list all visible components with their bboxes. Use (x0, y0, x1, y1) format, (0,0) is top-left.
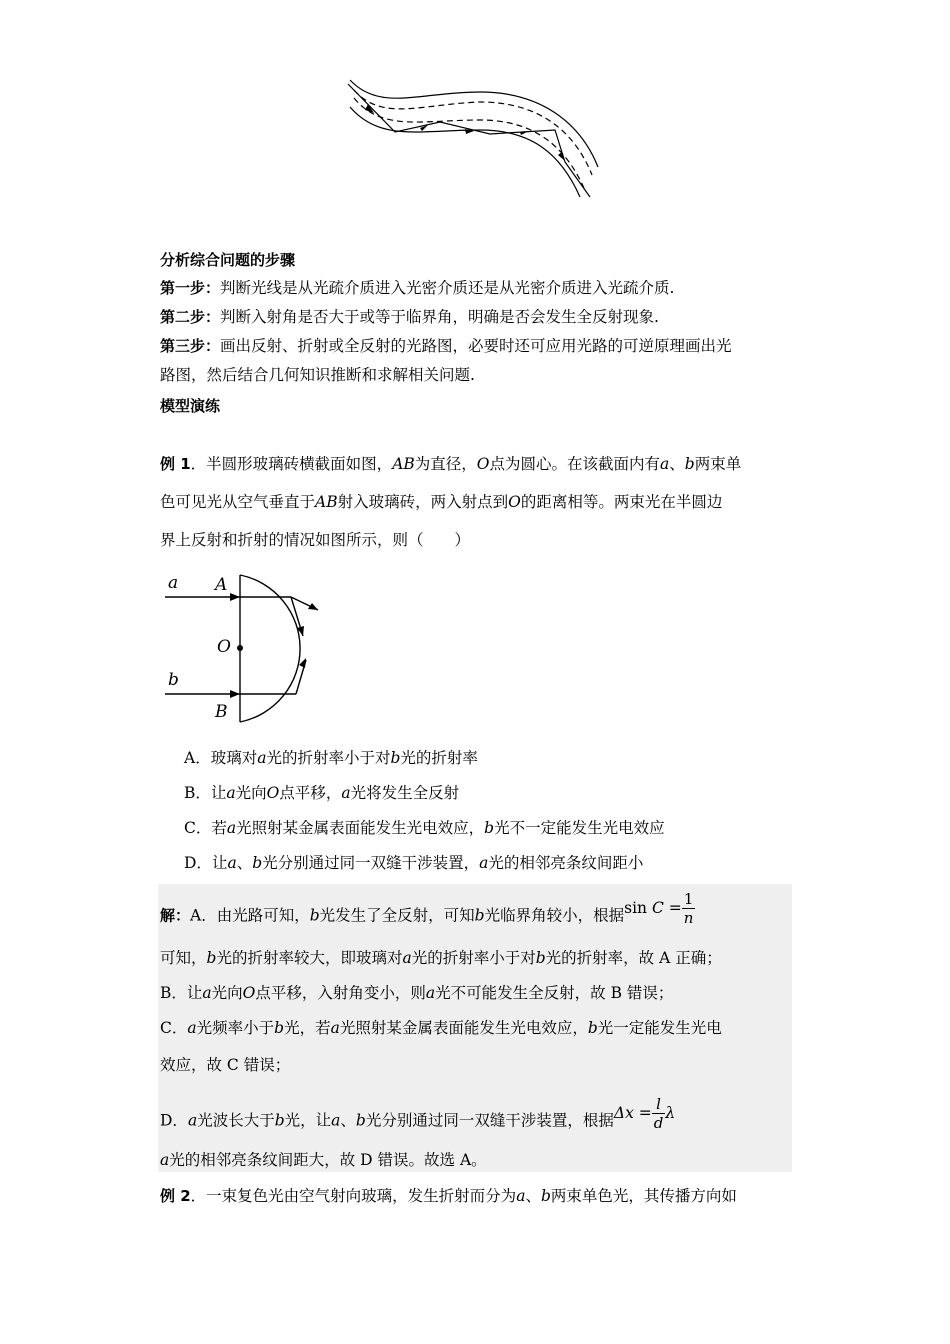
step-3-label: 第三步： (160, 337, 221, 355)
step-1 (160, 278, 792, 298)
label-b: b (168, 670, 179, 690)
label-O: O (217, 637, 231, 657)
semicircle-glass-diagram (160, 570, 340, 730)
solution-line-6: D．a光波长大于b光，让a、b光分别通过同一双缝干涉装置，根据Δx = $\frac{l}{d}$ λ (160, 1095, 676, 1132)
step-2-label: 第二步： (160, 308, 221, 326)
option-B[interactable]: B．让a光向O点平移，a光将发生全反射 (184, 784, 460, 802)
solution-line-3: B．让a光向O点平移，入射角变小，则a光不可能发生全反射，故 B 错误； (160, 984, 674, 1002)
arrow-b-reflected (299, 658, 306, 668)
formula-fringe-spacing: Δx = $\frac{l}{d}$ λ (613, 1095, 676, 1132)
step-2 (160, 307, 792, 327)
center-point-O (237, 645, 243, 651)
option-A[interactable]: A．玻璃对a光的折射率小于对b光的折射率 (184, 749, 478, 767)
example-1-line-3: 界上反射和折射的情况如图所示，则（ ） (160, 531, 471, 549)
label-A: A (215, 575, 228, 595)
example-1-line-2: 色可见光从空气垂直于AB射入玻璃砖，两入射点到O的距离相等。两束光在半圆边 (160, 493, 723, 511)
option-C[interactable]: C．若a光照射某金属表面能发生光电效应，b光不一定能发生光电效应 (184, 819, 665, 837)
arrow-a-incident (230, 593, 240, 601)
step-3-text-1: 画出反射、折射或全反射的光路图，必要时还可应用光路的可逆原理画出光 (220, 337, 732, 355)
formula-critical-angle: sin C = $\frac{1}{n}$ (624, 890, 694, 927)
example-1-line-1: 例 1．半圆形玻璃砖横截面如图，AB为直径，O点为圆心。在该截面内有a、b两束单 (160, 455, 742, 473)
solution-line-7: a光的相邻亮条纹间距大，故 D 错误。故选 A。 (160, 1151, 487, 1169)
solution-line-1: 解：A．由光路可知，b光发生了全反射，可知b光临界角较小，根据sin C = $\frac{1}{n}$ (160, 890, 694, 927)
fiber-core-bottom (354, 98, 584, 188)
step-3-continued: 路图，然后结合几何知识推断和求解相关问题. (160, 366, 475, 384)
ray-arrow-5 (558, 152, 565, 161)
solution-line-2: 可知，b光的折射率较大，即玻璃对a光的折射率小于对b光的折射率，故 A 正确； (160, 949, 722, 967)
solution-label: 解： (160, 906, 191, 925)
label-a: a (168, 573, 179, 593)
step-1-label: 第一步： (160, 279, 221, 297)
step-1-text: 判断光线是从光疏介质进入光密介质还是从光密介质进入光疏介质. (220, 279, 675, 297)
example-1-label: 例 1 (160, 455, 191, 473)
step-2-text: 判断入射角是否大于或等于临界角，明确是否会发生全反射现象. (220, 308, 659, 326)
optical-fiber-diagram (340, 72, 610, 207)
example-2-line-1: 例 2．一束复色光由空气射向玻璃，发生折射而分为a、b两束单色光，其传播方向如 (160, 1187, 737, 1205)
solution-line-4: C．a光频率小于b光，若a光照射某金属表面能发生光电效应，b光一定能发生光电 (160, 1019, 722, 1037)
arrow-b-incident (230, 690, 240, 698)
option-D[interactable]: D．让a、b光分别通过同一双缝干涉装置，a光的相邻亮条纹间距小 (184, 854, 644, 872)
heading-model-practice: 模型演练 (160, 397, 221, 415)
example-2-label: 例 2 (160, 1187, 191, 1205)
step-3 (160, 336, 792, 356)
light-ray-path (348, 84, 590, 197)
label-B: B (215, 702, 228, 722)
heading-analysis-steps: 分析综合问题的步骤 (160, 251, 296, 269)
solution-line-5: 效应，故 C 错误； (160, 1056, 291, 1074)
